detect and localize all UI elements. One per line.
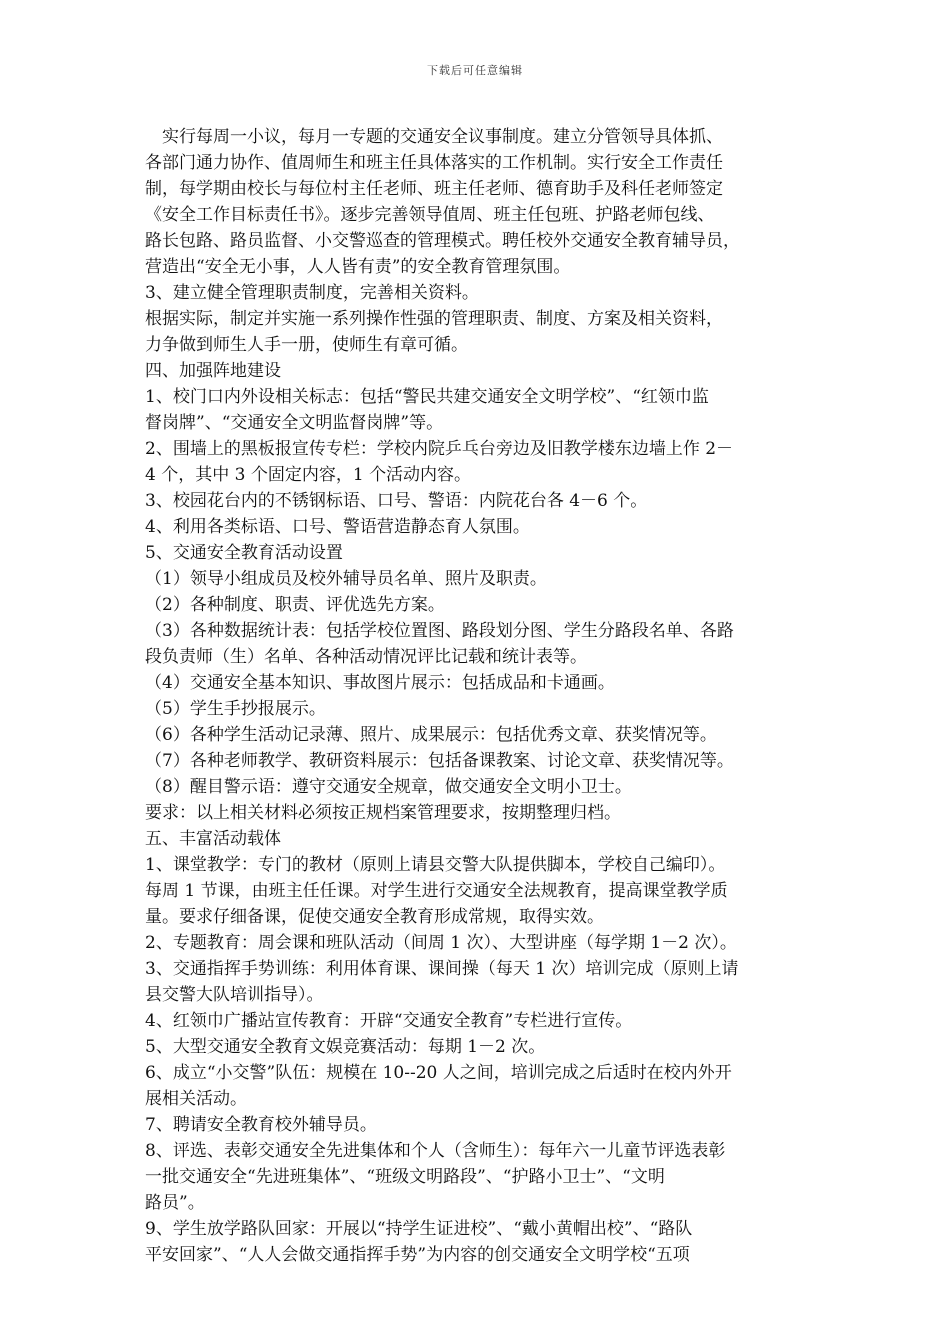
text-line: 展相关活动。 — [145, 1089, 247, 1109]
list-item: （4）交通安全基本知识、事故图片展示：包括成品和卡通画。 — [145, 673, 615, 693]
list-item: （2）各种制度、职责、评优选先方案。 — [145, 595, 445, 615]
text-line: 每周 1 节课，由班主任任课。对学生进行交通安全法规教育，提高课堂教学质 — [145, 881, 728, 901]
text-line: 营造出“安全无小事，人人皆有责”的安全教育管理氛围。 — [145, 257, 571, 277]
list-item: 8、评选、表彰交通安全先进集体和个人（含师生）：每年六一儿童节评选表彰 — [145, 1141, 726, 1161]
text-line: 路长包路、路员监督、小交警巡查的管理模式。聘任校外交通安全教育辅导员， — [145, 231, 740, 251]
text-line: 段负责师（生）名单、各种活动情况评比记载和统计表等。 — [145, 647, 587, 667]
text-line: 平安回家”、“人人会做交通指挥手势”为内容的创交通安全文明学校“五项 — [145, 1245, 690, 1265]
list-item: 3、交通指挥手势训练：利用体育课、课间操（每天 1 次）培训完成（原则上请 — [145, 959, 739, 979]
list-item: （8）醒目警示语：遵守交通安全规章，做交通安全文明小卫士。 — [145, 777, 632, 797]
list-item: 6、成立“小交警”队伍：规模在 10--20 人之间，培训完成之后适时在校内外开 — [145, 1063, 732, 1083]
text-line: 制，每学期由校长与每位村主任老师、班主任老师、德育助手及科任老师签定 — [145, 179, 723, 199]
text-line: 督岗牌”、“交通安全文明监督岗牌”等。 — [145, 413, 444, 433]
list-item: （5）学生手抄报展示。 — [145, 699, 326, 719]
list-item: 5、交通安全教育活动设置 — [145, 543, 343, 563]
list-item: （6）各种学生活动记录薄、照片、成果展示：包括优秀文章、获奖情况等。 — [145, 725, 717, 745]
list-item: 4、利用各类标语、口号、警语营造静态育人氛围。 — [145, 517, 530, 537]
list-item: 5、大型交通安全教育文娱竞赛活动：每期 1－2 次。 — [145, 1037, 546, 1057]
list-item: 1、课堂教学：专门的教材（原则上请县交警大队提供脚本，学校自己编印）。 — [145, 855, 726, 875]
list-item: 1、校门口内外设相关标志：包括“警民共建交通安全文明学校”、“红领巾监 — [145, 387, 709, 407]
text-line: 路员”。 — [145, 1193, 205, 1213]
list-item: 2、专题教育：周会课和班队活动（间周 1 次）、大型讲座（每学期 1－2 次）。 — [145, 933, 737, 953]
page-header: 下载后可任意编辑 — [427, 64, 523, 77]
text-line: 一批交通安全“先进班集体”、“班级文明路段”、“护路小卫士”、“文明 — [145, 1167, 665, 1187]
list-item: 9、学生放学路队回家：开展以“持学生证进校”、“戴小黄帽出校”、“路队 — [145, 1219, 693, 1239]
document-body — [145, 124, 815, 1268]
list-item: 3、校园花台内的不锈钢标语、口号、警语：内院花台各 4－6 个。 — [145, 491, 648, 511]
text-line: 量。要求仔细备课，促使交通安全教育形成常规，取得实效。 — [145, 907, 604, 927]
text-line: 县交警大队培训指导）。 — [145, 985, 324, 1005]
text-line: 各部门通力协作、值周师生和班主任具体落实的工作机制。实行安全工作责任 — [145, 153, 723, 173]
section-heading: 四、加强阵地建设 — [145, 361, 281, 381]
section-heading: 五、丰富活动载体 — [145, 829, 281, 849]
section-heading: 3、建立健全管理职责制度，完善相关资料。 — [145, 283, 479, 303]
list-item: （7）各种老师教学、教研资料展示：包括备课教案、讨论文章、获奖情况等。 — [145, 751, 734, 771]
text-line: 《安全工作目标责任书》。逐步完善领导值周、班主任包班、护路老师包线、 — [145, 205, 715, 225]
list-item: （3）各种数据统计表：包括学校位置图、路段划分图、学生分路段名单、各路 — [145, 621, 734, 641]
list-item: 2、围墙上的黑板报宣传专栏：学校内院乒乓台旁边及旧教学楼东边墙上作 2－ — [145, 439, 734, 459]
list-item: 7、聘请安全教育校外辅导员。 — [145, 1115, 377, 1135]
text-line: 4 个，其中 3 个固定内容，1 个活动内容。 — [145, 465, 472, 485]
text-line: 力争做到师生人手一册，使师生有章可循。 — [145, 335, 468, 355]
text-line: 实行每周一小议，每月一专题的交通安全议事制度。建立分管领导具体抓、 — [145, 127, 723, 147]
text-line: 要求：以上相关材料必须按正规档案管理要求，按期整理归档。 — [145, 803, 621, 823]
list-item: （1）领导小组成员及校外辅导员名单、照片及职责。 — [145, 569, 547, 589]
list-item: 4、红领巾广播站宣传教育：开辟“交通安全教育”专栏进行宣传。 — [145, 1011, 633, 1031]
text-line: 根据实际，制定并实施一系列操作性强的管理职责、制度、方案及相关资料， — [145, 309, 723, 329]
